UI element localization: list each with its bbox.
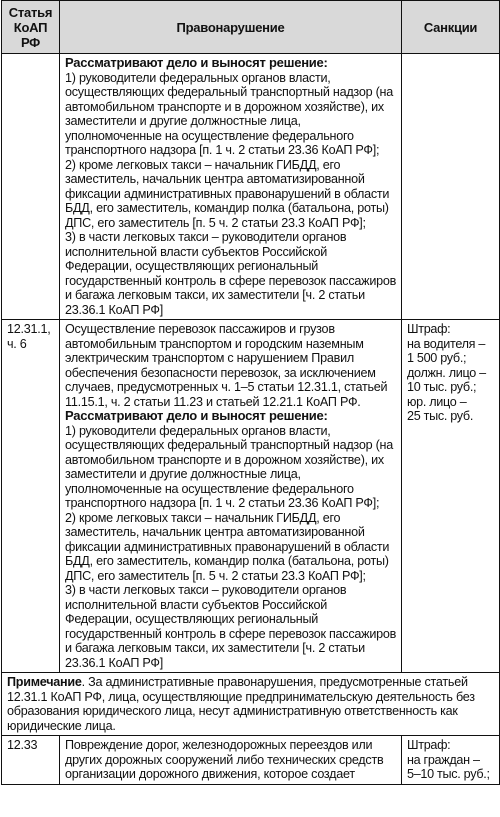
article-cell: 12.33 bbox=[2, 736, 60, 785]
note-row bbox=[2, 673, 500, 736]
header-sanctions: Санкции bbox=[402, 1, 500, 54]
authority-item: 2) кроме легковых такси – начальник ГИБДД, его заместитель, начальник центра автоматизированной фиксации административных правонарушений в области БДД, его заместитель, командир полка (батальона, роты) ДПС, его заместитель [п. 5 ч. 2 статьи 23.3 КоАП РФ]; bbox=[65, 157, 390, 230]
sanction-line: на граждан – bbox=[407, 752, 480, 767]
sanction-line: на водителя – bbox=[407, 336, 486, 351]
table-header-row bbox=[2, 1, 500, 54]
sanction-line: Штраф: bbox=[407, 322, 451, 336]
header-violation: Правонарушение bbox=[60, 1, 402, 54]
violation-description: Осуществление перевозок пассажиров и грузов автомобильным транспортом и городским наземным электрическим транспортом с нарушением Правил обеспечения безопасности перевозок, за исключением случаев, предусмотренных ч. 1–5 статьи 12.31.1, статьей 11.15.1, ч. 2 статьи 11.23 и статьей 12.21.1 КоАП РФ. bbox=[65, 322, 388, 409]
table-row bbox=[2, 736, 500, 785]
decision-heading: Рассматривают дело и выносят решение: bbox=[65, 55, 328, 70]
authority-item: 1) руководители федеральных органов власти, осуществляющих федеральный транспортный надзор (на автомобильном транспорте и в дорожном хозяйстве), их заместители и другие должностные лица, уполномоченные на осуществление федерального транспортного надзора [п. 1 ч. 2 статьи 23.36 КоАП РФ]; bbox=[65, 70, 393, 157]
decision-heading: Рассматривают дело и выносят решение: bbox=[65, 408, 328, 423]
sanction-line: 25 тыс. руб. bbox=[407, 409, 474, 423]
authority-item: 1) руководители федеральных органов власти, осуществляющих федеральный транспортный надзор (на автомобильном транспорте и в дорожном хозяйстве), их заместители и другие должностные лица, уполномоченные на осуществление федерального транспортного надзора [п. 1 ч. 2 статьи 23.36 КоАП РФ]; bbox=[65, 423, 393, 510]
authority-item: 2) кроме легковых такси – начальник ГИБДД, его заместитель, начальник центра автоматизированной фиксации административных правонарушений в области БДД, его заместитель, командир полка (батальона, роты) ДПС, его заместитель [п. 5 ч. 2 статьи 23.3 КоАП РФ]; bbox=[65, 510, 390, 583]
table-row bbox=[2, 320, 500, 673]
sanction-line: юр. лицо – bbox=[407, 394, 467, 409]
note-cell bbox=[2, 673, 500, 736]
sanction-line: 1 500 руб.; bbox=[407, 351, 467, 365]
sanctions-cell bbox=[402, 736, 500, 785]
sanction-line: 10 тыс. руб.; bbox=[407, 380, 477, 394]
koap-table bbox=[1, 0, 500, 785]
header-article: Статья КоАП РФ bbox=[2, 1, 60, 54]
sanctions-cell bbox=[402, 320, 500, 673]
authority-item: 3) в части легковых такси – руководители органов исполнительной власти субъектов Российской Федерации, осуществляющих региональный государственный контроль в сфере перевозок пассажиров и багажа легковым такси, их заместители [ч. 2 статьи 23.36.1 КоАП РФ] bbox=[65, 583, 397, 670]
table-row bbox=[2, 54, 500, 320]
violation-description: Повреждение дорог, железнодорожных переездов или других дорожных сооружений либо технических средств организации дорожного движения, которое создает bbox=[65, 738, 384, 781]
article-cell: 12.31.1, ч. 6 bbox=[2, 320, 60, 673]
violation-cell bbox=[60, 54, 402, 320]
violation-cell bbox=[60, 736, 402, 785]
authority-item: 3) в части легковых такси – руководители органов исполнительной власти субъектов Российской Федерации, осуществляющих региональный государственный контроль в сфере перевозок пассажиров и багажа легковым такси, их заместители [ч. 2 статьи 23.36.1 КоАП РФ] bbox=[65, 230, 397, 317]
note-text: . За административные правонарушения, предусмотренные статьей 12.31.1 КоАП РФ, лица, осуществляющие предпринимательскую деятельность без образования юридического лица, несут административную ответственность как юридические лица. bbox=[7, 675, 475, 733]
sanctions-cell bbox=[402, 54, 500, 320]
violation-cell bbox=[60, 320, 402, 673]
note-label: Примечание bbox=[7, 675, 82, 689]
sanction-line: 5–10 тыс. руб.; bbox=[407, 767, 490, 781]
article-cell bbox=[2, 54, 60, 320]
sanction-line: Штраф: bbox=[407, 738, 451, 752]
sanction-line: должн. лицо – bbox=[407, 365, 486, 380]
